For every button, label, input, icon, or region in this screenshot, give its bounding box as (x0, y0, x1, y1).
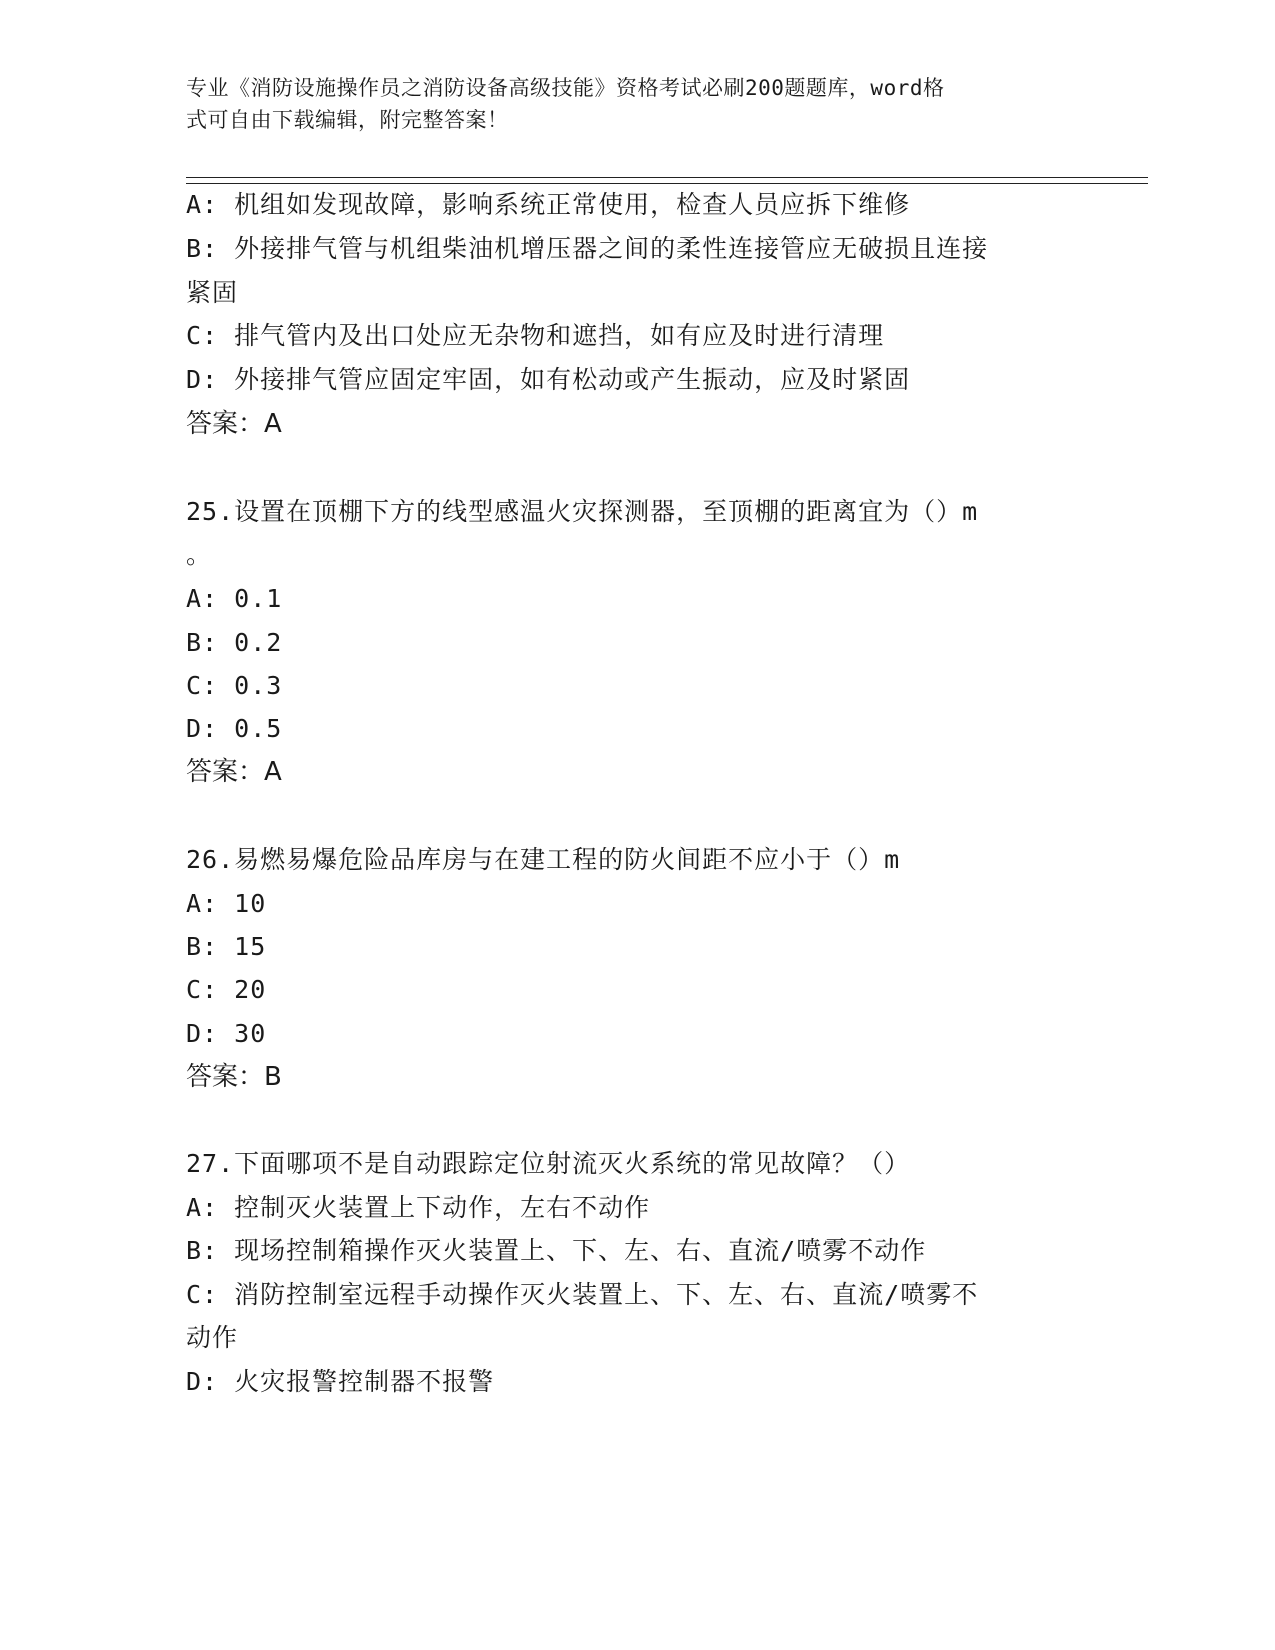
q24-option-c: C: 排气管内及出口处应无杂物和遮挡，如有应及时进行清理 (186, 321, 885, 350)
header-line-2: 式可自由下载编辑，附完整答案！ (186, 108, 509, 132)
q25-stem-line-1: 25.设置在顶棚下方的线型感温火灾探测器，至顶棚的距离宜为（）m (186, 497, 979, 526)
q27-option-a: A: 控制灭火装置上下动作，左右不动作 (186, 1193, 651, 1222)
q25-option-a: A: 0.1 (186, 584, 283, 613)
q26-option-d: D: 30 (186, 1019, 267, 1048)
q27-option-d: D: 火灾报警控制器不报警 (186, 1367, 495, 1396)
q25-stem-line-2: 。 (186, 540, 213, 569)
q26-option-c: C: 20 (186, 975, 267, 1004)
q27-stem: 27.下面哪项不是自动跟踪定位射流灭火系统的常见故障？（） (186, 1149, 911, 1178)
header-line-1: 专业《消防设施操作员之消防设备高级技能》资格考试必刷200题题库，word格 (186, 76, 945, 100)
q26-answer: 答案：B (186, 1062, 282, 1092)
q25-answer: 答案：A (186, 757, 282, 787)
q26-stem: 26.易燃易爆危险品库房与在建工程的防火间距不应小于（）m (186, 845, 901, 874)
header-divider-bottom (186, 183, 1148, 184)
q27-option-c-line-2: 动作 (186, 1323, 239, 1352)
document-header (186, 72, 1086, 136)
q27-option-c-line-1: C: 消防控制室远程手动操作灭火装置上、下、左、右、直流/喷雾不 (186, 1280, 979, 1309)
q25-option-d: D: 0.5 (186, 714, 283, 743)
q25-option-c: C: 0.3 (186, 671, 283, 700)
q24-option-d: D: 外接排气管应固定牢固，如有松动或产生振动，应及时紧固 (186, 365, 911, 394)
q27-option-b: B: 现场控制箱操作灭火装置上、下、左、右、直流/喷雾不动作 (186, 1236, 927, 1265)
q26-option-a: A: 10 (186, 889, 267, 918)
header-divider-top (186, 177, 1148, 178)
q24-option-b-line-2: 紧固 (186, 278, 239, 307)
q24-option-b-line-1: B: 外接排气管与机组柴油机增压器之间的柔性连接管应无破损且连接 (186, 234, 989, 263)
q25-option-b: B: 0.2 (186, 628, 283, 657)
q26-option-b: B: 15 (186, 932, 267, 961)
q24-option-a: A: 机组如发现故障，影响系统正常使用，检查人员应拆下维修 (186, 190, 911, 219)
q24-answer: 答案：A (186, 409, 282, 439)
